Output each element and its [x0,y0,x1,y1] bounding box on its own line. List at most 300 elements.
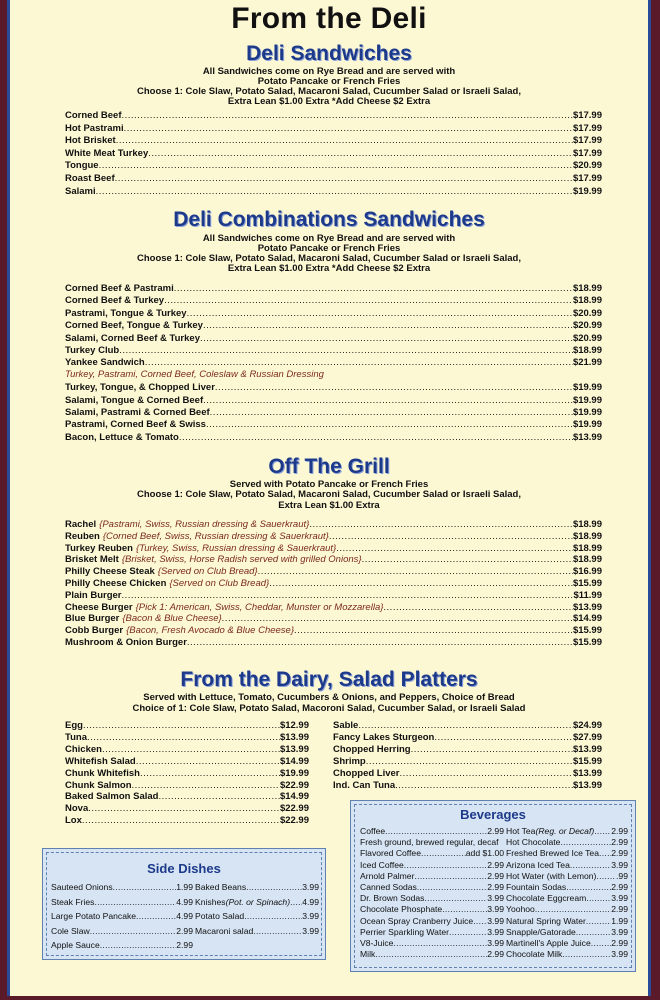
item-price: $13.99 [572,601,602,613]
menu-item [195,882,319,893]
item-name: Turkey Reuben [65,542,133,554]
dot-leader [417,882,487,893]
item-price: $18.99 [572,530,602,542]
menu-item [195,897,319,908]
dot-leader [158,791,279,803]
item-price: 2.99 [611,826,628,836]
item-name: Salami, Pastrami & Corned Beef [65,407,210,418]
deli-combinations-title: Deli Combinations Sandwiches [173,208,485,231]
item-price: $19.99 [572,407,602,418]
menu-item [333,768,602,780]
menu-item [506,882,628,893]
item-name: Corned Beef & Pastrami [65,283,174,294]
item-description: {Bacon & Blue Cheese} [122,613,222,625]
item-price: 1.99 [611,915,628,926]
menu-item [65,333,602,345]
item-price: $22.99 [279,815,309,827]
menu-item [65,295,602,307]
dot-leader [421,848,466,859]
item-name: Hot Chocolate [506,837,561,848]
dot-leader [442,904,487,915]
combo-sub-3: Choose 1: Cole Slaw, Potato Salad, Macaroni Salad, Cucumber Salad or Israeli Salad, [137,253,521,264]
dot-leader [132,780,280,792]
item-name: Hot Water (with Lemon) [506,870,597,881]
item-price: 4.99 [176,911,193,922]
item-price: $14.99 [279,791,309,803]
item-price: $27.99 [572,731,602,743]
item-name: Baked Salmon Salad [65,791,159,803]
menu-item [360,882,504,893]
menu-item [65,395,602,407]
dot-leader [414,871,487,882]
combo-sub-1: All Sandwiches come on Rye Bread and are served with [202,233,456,244]
item-name: Lox [65,815,82,827]
item-price: 2.99 [176,940,193,951]
menu-item [65,407,602,419]
item-name: Cobb Burger [65,625,124,637]
item-name: Sauteed Onions [51,882,113,892]
menu-item [506,848,628,859]
item-name: Chocolate Eggcream [506,893,587,904]
item-description: {Served on Club Bread} [157,566,258,578]
menu-item [65,815,309,827]
item-name: Flavored Coffee [360,848,421,859]
item-name: Hot Brisket [65,135,116,147]
dot-leader [88,803,280,815]
dairy-sub-2: Choice of 1: Cole Slaw, Potato Salad, Macoroni Salad, Cucumber Salad, or Israeli Salad [132,703,526,714]
item-price: 2.99 [611,882,628,892]
item-price: $12.99 [279,720,309,731]
dot-leader [411,744,573,756]
item-price: 3.99 [487,915,504,926]
item-name: Potato Salad [195,911,245,922]
dot-leader [82,815,280,827]
item-price: 3.99 [611,949,628,960]
item-name: Salami [65,185,96,197]
combo-sub-2: Potato Pancake or French Fries [257,243,401,254]
dot-leader [244,911,302,922]
item-description: {Corned Beef, Swiss, Russian dressing & Sauerkraut} [102,530,329,542]
item-price: $15.99 [572,755,602,767]
dot-leader [383,602,573,614]
dot-leader [140,768,280,780]
item-name: Corned Beef [65,110,122,121]
item-price: $19.99 [572,394,602,406]
dot-leader [87,732,280,744]
menu-item [65,613,602,625]
item-note: (Pot. or Spinach) [225,896,291,907]
dot-leader [434,732,573,744]
item-name: Dr. Brown Sodas [360,893,425,904]
item-price: 2.99 [611,837,628,848]
menu-item [65,110,602,122]
dot-leader [203,320,573,332]
dot-leader [591,938,612,949]
item-price: $19.99 [279,767,309,779]
menu-item [360,893,504,904]
item-price: 3.99 [611,926,628,937]
deli-sandwiches-title: Deli Sandwiches [246,42,412,65]
dot-leader [83,720,280,732]
item-name: Philly Cheese Steak [65,566,155,578]
dot-leader [535,904,611,915]
item-name: Roast Beef [65,173,115,184]
item-price: $13.99 [572,779,602,791]
item-name: Baked Beans [195,882,247,892]
item-name: Fancy Lakes Sturgeon [333,731,435,743]
dot-leader [148,148,573,160]
item-name: Brisket Melt [65,554,119,566]
menu-item [65,173,602,185]
item-name: Hot Tea [506,826,536,836]
item-price: $18.99 [572,554,602,566]
dot-leader [179,432,573,444]
menu-item [65,720,309,732]
menu-item [333,720,602,732]
menu-item [65,135,602,147]
beverages-box [350,800,636,972]
menu-item [51,897,193,908]
menu-item [65,283,602,295]
item-name: Cole Slaw [51,925,90,936]
item-name: White Meat Turkey [65,147,149,159]
menu-item [65,345,602,357]
yankee-description: Turkey, Pastrami, Corned Beef, Coleslaw & Russian Dressing [65,369,324,380]
item-price: .99 [616,870,628,881]
item-name: Corned Beef, Tongue & Turkey [65,320,203,332]
item-name: Steak Fries [51,896,95,907]
dot-leader [187,637,573,649]
item-price: 2.99 [487,949,504,960]
item-price: 4.99 [176,896,193,907]
item-name: Chicken [65,743,102,755]
item-name: Salami, Tongue & Corned Beef [65,394,204,406]
dot-leader [599,848,611,859]
grill-sub-1: Served with Potato Pancake or French Fries [229,479,429,490]
item-price: $19.99 [572,419,602,431]
menu-item [65,308,602,320]
item-name: Philly Cheese Chicken [65,578,167,589]
item-price: 2.99 [176,925,193,936]
item-price: $24.99 [572,720,602,731]
item-price: 4.99 [302,896,319,907]
menu-item [333,732,602,744]
item-price: $20.99 [572,320,602,332]
item-name: Reuben [65,530,100,542]
dairy-salad-title: From the Dairy, Salad Platters [180,668,478,691]
item-price: $20.99 [572,307,602,319]
dot-leader [290,897,302,908]
dot-leader [560,837,611,848]
dot-leader [576,927,612,938]
menu-item [65,543,602,555]
dot-leader [215,382,573,394]
item-description: {Pick 1: American, Swiss, Cheddar, Munster or Mozzarella} [135,601,384,613]
item-name: Natural Spring Water [506,915,586,926]
item-name: Shrimp [333,755,366,767]
menu-item [65,148,602,160]
item-price: 3.99 [611,859,628,870]
combo-sub-4: Extra Lean $1.00 Extra *Add Cheese $2 Extra [227,263,431,274]
dot-leader [119,345,573,357]
item-price: 3.99 [487,904,504,915]
item-name: Arizona Iced Tea [506,859,570,870]
menu-item [506,837,628,848]
menu-item [65,566,602,578]
dot-leader [336,543,573,555]
item-price: 2.99 [611,848,628,859]
dot-leader [358,720,573,732]
item-note: (Reg. or Decaf) [535,826,595,836]
item-price: 3.99 [611,893,628,904]
menu-page [7,0,651,996]
menu-item [360,860,504,871]
item-name: Snapple/Gatorade [506,926,576,937]
dot-leader [136,756,280,768]
menu-item [506,860,628,871]
item-price: $14.99 [572,613,602,625]
item-price: $13.99 [279,731,309,743]
dot-leader [203,395,573,407]
item-price: $14.99 [279,755,309,767]
dot-leader [473,916,487,927]
menu-item [65,578,602,590]
item-name: Apple Sauce [51,940,100,951]
menu-item [65,780,309,792]
item-name: Rachel [65,519,97,530]
dot-leader [586,893,611,904]
menu-item [65,602,602,614]
item-name: Turkey Club [65,345,120,356]
menu-item [360,871,504,882]
dot-leader [269,578,573,590]
menu-item [360,916,504,927]
dot-leader [596,871,616,882]
item-name: Salami, Corned Beef & Turkey [65,332,200,344]
dot-leader [124,123,573,135]
dot-leader [100,940,177,951]
dot-leader [94,897,176,908]
menu-item [65,382,602,394]
item-price: 3.99 [302,911,319,922]
dot-leader [400,768,573,780]
dot-leader [206,419,573,431]
item-price: 2.99 [487,859,504,870]
page-title: From the Deli [231,2,427,35]
item-name: Tuna [65,731,87,743]
menu-item [506,938,628,949]
item-price: $16.99 [572,566,602,578]
menu-item [65,625,602,637]
off-the-grill-title: Off The Grill [268,455,390,478]
item-price: $17.99 [572,135,602,147]
item-price: 3.99 [487,893,504,904]
menu-item [360,938,504,949]
item-price: $20.99 [572,332,602,344]
menu-item [65,637,602,649]
item-price: 3.99 [302,882,319,892]
menu-item [65,590,602,602]
item-price: $18.99 [572,519,602,530]
item-price: $21.99 [572,357,602,369]
menu-item [360,927,504,938]
dot-leader [393,938,487,949]
menu-item [360,949,504,960]
menu-item [360,837,504,848]
item-name: Iced Coffee [360,859,404,870]
dot-leader [385,826,487,837]
dot-leader [174,283,573,295]
item-name: Cheese Burger [65,601,133,613]
item-name: Yankee Sandwich [65,357,145,369]
dot-leader [145,357,573,369]
dot-leader [253,926,302,937]
menu-item [65,123,602,135]
menu-item [65,791,309,803]
menu-item [65,419,602,431]
dot-leader [562,949,611,960]
item-price: 2.99 [487,870,504,881]
dot-leader [113,882,177,893]
menu-item [65,803,309,815]
item-name: Milk [360,949,376,960]
menu-item [333,756,602,768]
item-name: Chunk Salmon [65,779,132,791]
item-description: {Brisket, Swiss, Horse Radish served with grilled Onions} [121,554,362,566]
dot-leader [222,613,573,625]
item-price: 2.99 [487,826,504,836]
item-name: Whitefish Salad [65,755,136,767]
dot-leader [395,780,573,792]
item-name: Freshed Brewed Ice Tea [506,848,599,859]
item-price: 2.99 [611,904,628,915]
menu-item [65,432,602,444]
menu-item [51,882,193,893]
item-price: 3.99 [487,926,504,937]
item-price: $19.99 [572,382,602,394]
menu-item [360,826,504,837]
dot-leader [362,554,573,566]
dot-leader [122,590,574,602]
dot-leader [116,135,573,147]
menu-item [506,893,628,904]
menu-item [506,927,628,938]
item-price: 2.99 [487,882,504,892]
dot-leader [99,160,573,172]
item-name: Pastrami, Corned Beef & Swiss [65,419,206,431]
grill-sub-2: Choose 1: Cole Slaw, Potato Salad, Macaroni Salad, Cucumber Salad or Israeli Salad, [137,489,521,500]
item-price: $17.99 [572,110,602,121]
item-name: Ind. Can Tuna [333,779,396,791]
menu-item [65,732,309,744]
dairy-sub-1: Served with Lettuce, Tomato, Cucumbers & Onions, and Peppers, Choice of Bread [143,692,515,703]
side-dishes-box [42,848,326,960]
menu-item [506,871,628,882]
dot-leader [210,407,573,419]
item-price: $15.99 [572,578,602,589]
dot-leader [121,110,572,122]
item-name: Pastrami, Tongue & Turkey [65,307,187,319]
menu-item [51,926,193,937]
menu-item [65,357,602,369]
dot-leader [246,882,302,893]
item-name: Hot Pastrami [65,122,124,134]
item-name: Fountain Sodas [506,882,567,892]
item-name: Chopped Liver [333,767,400,779]
dot-leader [136,911,176,922]
menu-item [65,554,602,566]
item-name: Martinell's Apple Juice [506,938,591,948]
dot-leader [329,531,573,543]
dot-leader [200,333,573,345]
dot-leader [566,882,611,893]
item-price: $13.99 [279,743,309,755]
item-name: Mushroom & Onion Burger [65,637,187,648]
item-name: Canned Sodas [360,882,417,892]
item-name: Blue Burger [65,613,120,625]
item-price: $18.99 [572,295,602,307]
item-price: 1.99 [176,882,193,892]
menu-item [360,848,504,859]
item-description: {Bacon, Fresh Avocado & Blue Cheese} [126,625,295,637]
menu-item [51,911,193,922]
item-price: 3.99 [302,925,319,936]
item-description: {Turkey, Swiss, Russian dressing & Sauerkraut} [135,542,337,554]
item-price: add $1.00 [465,848,504,859]
item-price: $17.99 [572,173,602,184]
dot-leader [586,916,611,927]
menu-item [195,911,319,922]
deli-sub-1: All Sandwiches come on Rye Bread and are served with [202,66,456,77]
menu-item [195,926,319,937]
item-name: Sable [333,720,359,731]
dot-leader [187,308,573,320]
item-name: Chunk Whitefish [65,767,140,779]
menu-item [51,940,193,951]
dot-leader [90,926,177,937]
item-name: V8-Juice [360,938,394,948]
dot-leader [449,927,487,938]
menu-item [506,949,628,960]
menu-item [65,519,602,531]
item-name: Corned Beef & Turkey [65,295,165,307]
dot-leader [375,949,487,960]
item-name: Ocean Spray Cranberry Juice [360,915,474,926]
dot-leader [570,860,611,871]
item-price: $13.99 [572,431,602,443]
item-price: 2.99 [611,938,628,948]
item-price: $18.99 [572,283,602,294]
dot-leader [594,826,611,837]
dot-leader [366,756,573,768]
item-price: $13.99 [572,743,602,755]
beverages-title: Beverages [460,807,526,822]
item-price: $22.99 [279,779,309,791]
item-price: $17.99 [572,147,602,159]
item-name: Arnold Palmer [360,870,415,881]
menu-item [65,320,602,332]
dot-leader [404,860,487,871]
item-description: {Pastrami, Swiss, Russian dressing & Sauerkraut} [99,519,310,530]
item-name: Turkey, Tongue, & Chopped Liver [65,382,215,394]
menu-item [65,160,602,172]
deli-sub-4: Extra Lean $1.00 Extra *Add Cheese $2 Extra [227,96,431,107]
menu-item [65,186,602,198]
menu-item [65,768,309,780]
grill-sub-3: Extra Lean $1.00 Extra [278,500,380,511]
dot-leader [294,625,573,637]
menu-item [506,826,628,837]
